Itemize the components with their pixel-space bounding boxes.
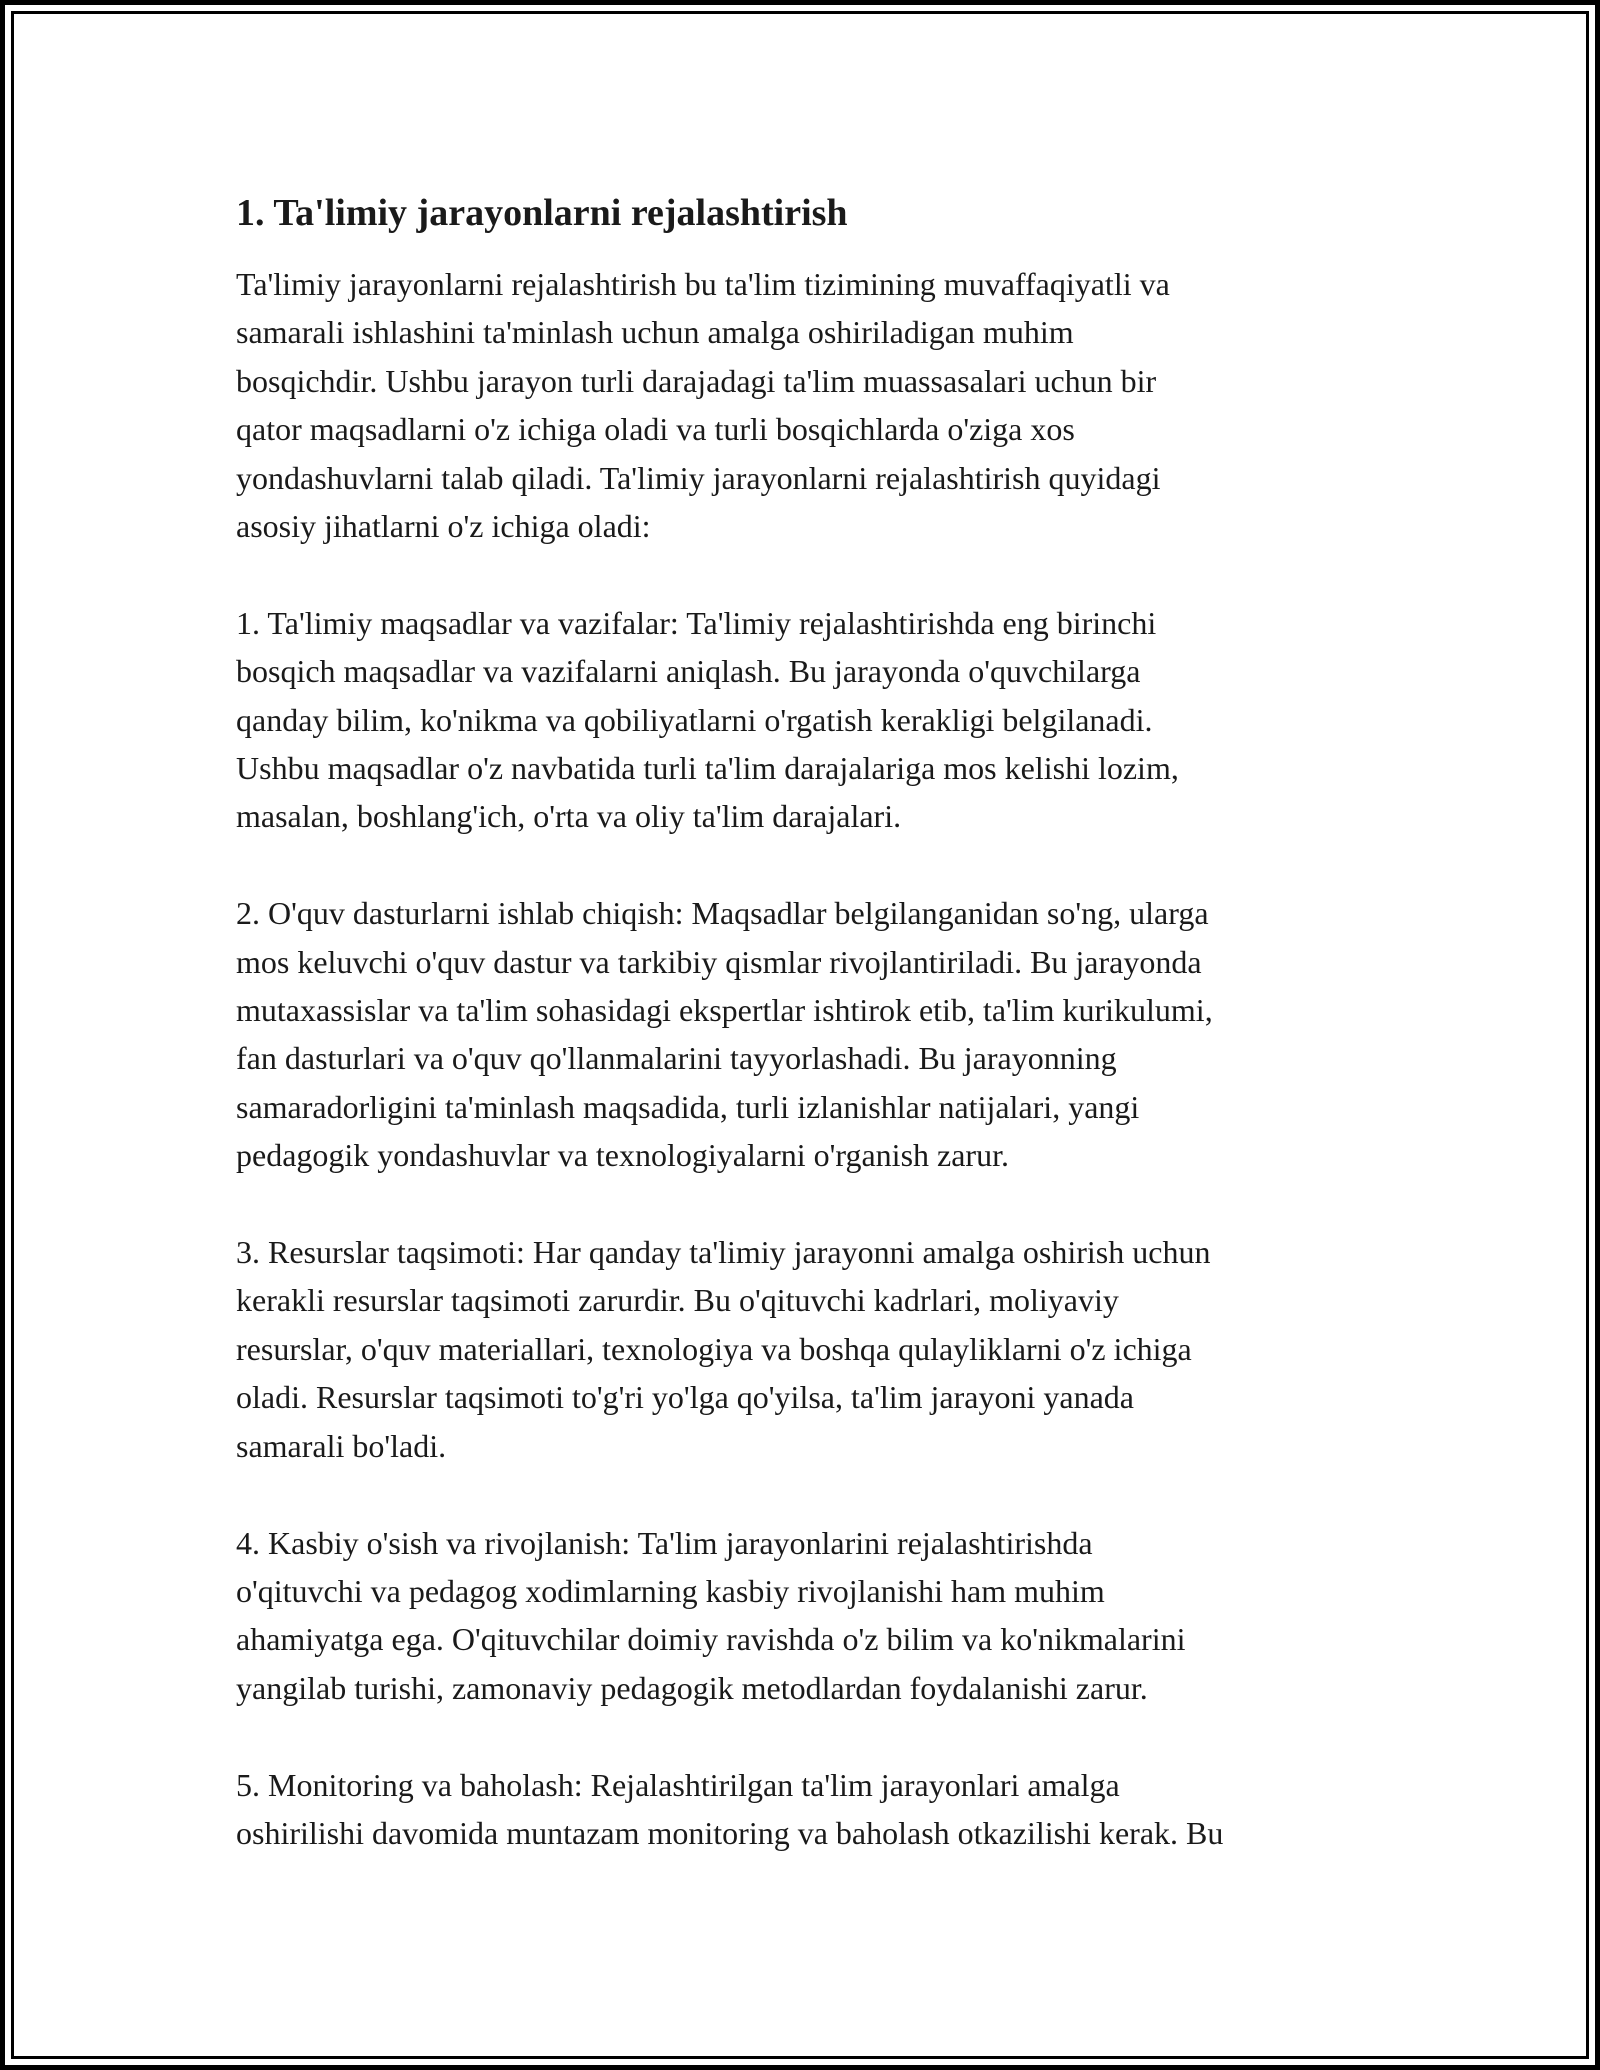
item-paragraph-5: 5. Monitoring va baholash: Rejalashtirilgan ta'lim jarayonlari amalga oshirilishi davomida muntazam monitoring va baholash otkazilishi kerak. Bu [236,1766,1224,1851]
document-body [236,186,1386,1906]
item-paragraph-2: 2. O'quv dasturlarni ishlab chiqish: Maqsadlar belgilanganidan so'ng, ularga mos keluvchi o'quv dastur va tarkibiy qismlar rivojlantiriladi. Bu jarayonda mutaxassislar va ta'lim sohasidagi ekspertlar ishtirok etib, ta'lim kurikulumi, fan dasturlari va o'quv qo'llanmalarini tayyorlashadi. Bu jarayonning samaradorligini ta'minlash maqsadida, turli izlanishlar natijalari, yangi pedagogik yondashuvlar va texnologiyalarni o'rganish zarur. [236,895,1213,1174]
item-paragraph-3: 3. Resurslar taqsimoti: Har qanday ta'limiy jarayonni amalga oshirish uchun kerakli resurslar taqsimoti zarurdir. Bu o'qituvchi kadrlari, moliyaviy resurslar, o'quv materiallari, texnologiya va boshqa qulayliklarni o'z ichiga oladi. Resurslar taqsimoti to'g'ri yo'lga qo'yilsa, ta'lim jarayoni yanada samarali bo'ladi. [236,1234,1211,1464]
intro-paragraph: Ta'limiy jarayonlarni rejalashtirish bu ta'lim tizimining muvaffaqiyatli va samarali ishlashini ta'minlash uchun amalga oshiriladigan muhim bosqichdir. Ushbu jarayon turli darajadagi ta'lim muassasalari uchun bir qator maqsadlarni o'z ichiga oladi va turli bosqichlarda o'ziga xos yondashuvlarni talab qiladi. Ta'limiy jarayonlarni rejalashtirish quyidagi asosiy jihatlarni o'z ichiga oladi: [236,266,1170,545]
section-heading: 1. Ta'limiy jarayonlarni rejalashtirish [236,192,848,234]
item-paragraph-1: 1. Ta'limiy maqsadlar va vazifalar: Ta'limiy rejalashtirishda eng birinchi bosqich maqsadlar va vazifalarni aniqlash. Bu jarayonda o'quvchilarga qanday bilim, ko'nikma va qobiliyatlarni o'rgatish kerakligi belgilanadi. Ushbu maqsadlar o'z navbatida turli ta'lim darajalariga mos kelishi lozim, masalan, boshlang'ich, o'rta va oliy ta'lim darajalari. [236,604,1179,835]
item-paragraph-4: 4. Kasbiy o'sish va rivojlanish: Ta'lim jarayonlarini rejalashtirishda o'qituvchi va pedagog xodimlarning kasbiy rivojlanishi ham muhim ahamiyatga ega. O'qituvchilar doimiy ravishda o'z bilim va ko'nikmalarini yangilab turishi, zamonaviy pedagogik metodlardan foydalanishi zarur. [236,1524,1186,1706]
